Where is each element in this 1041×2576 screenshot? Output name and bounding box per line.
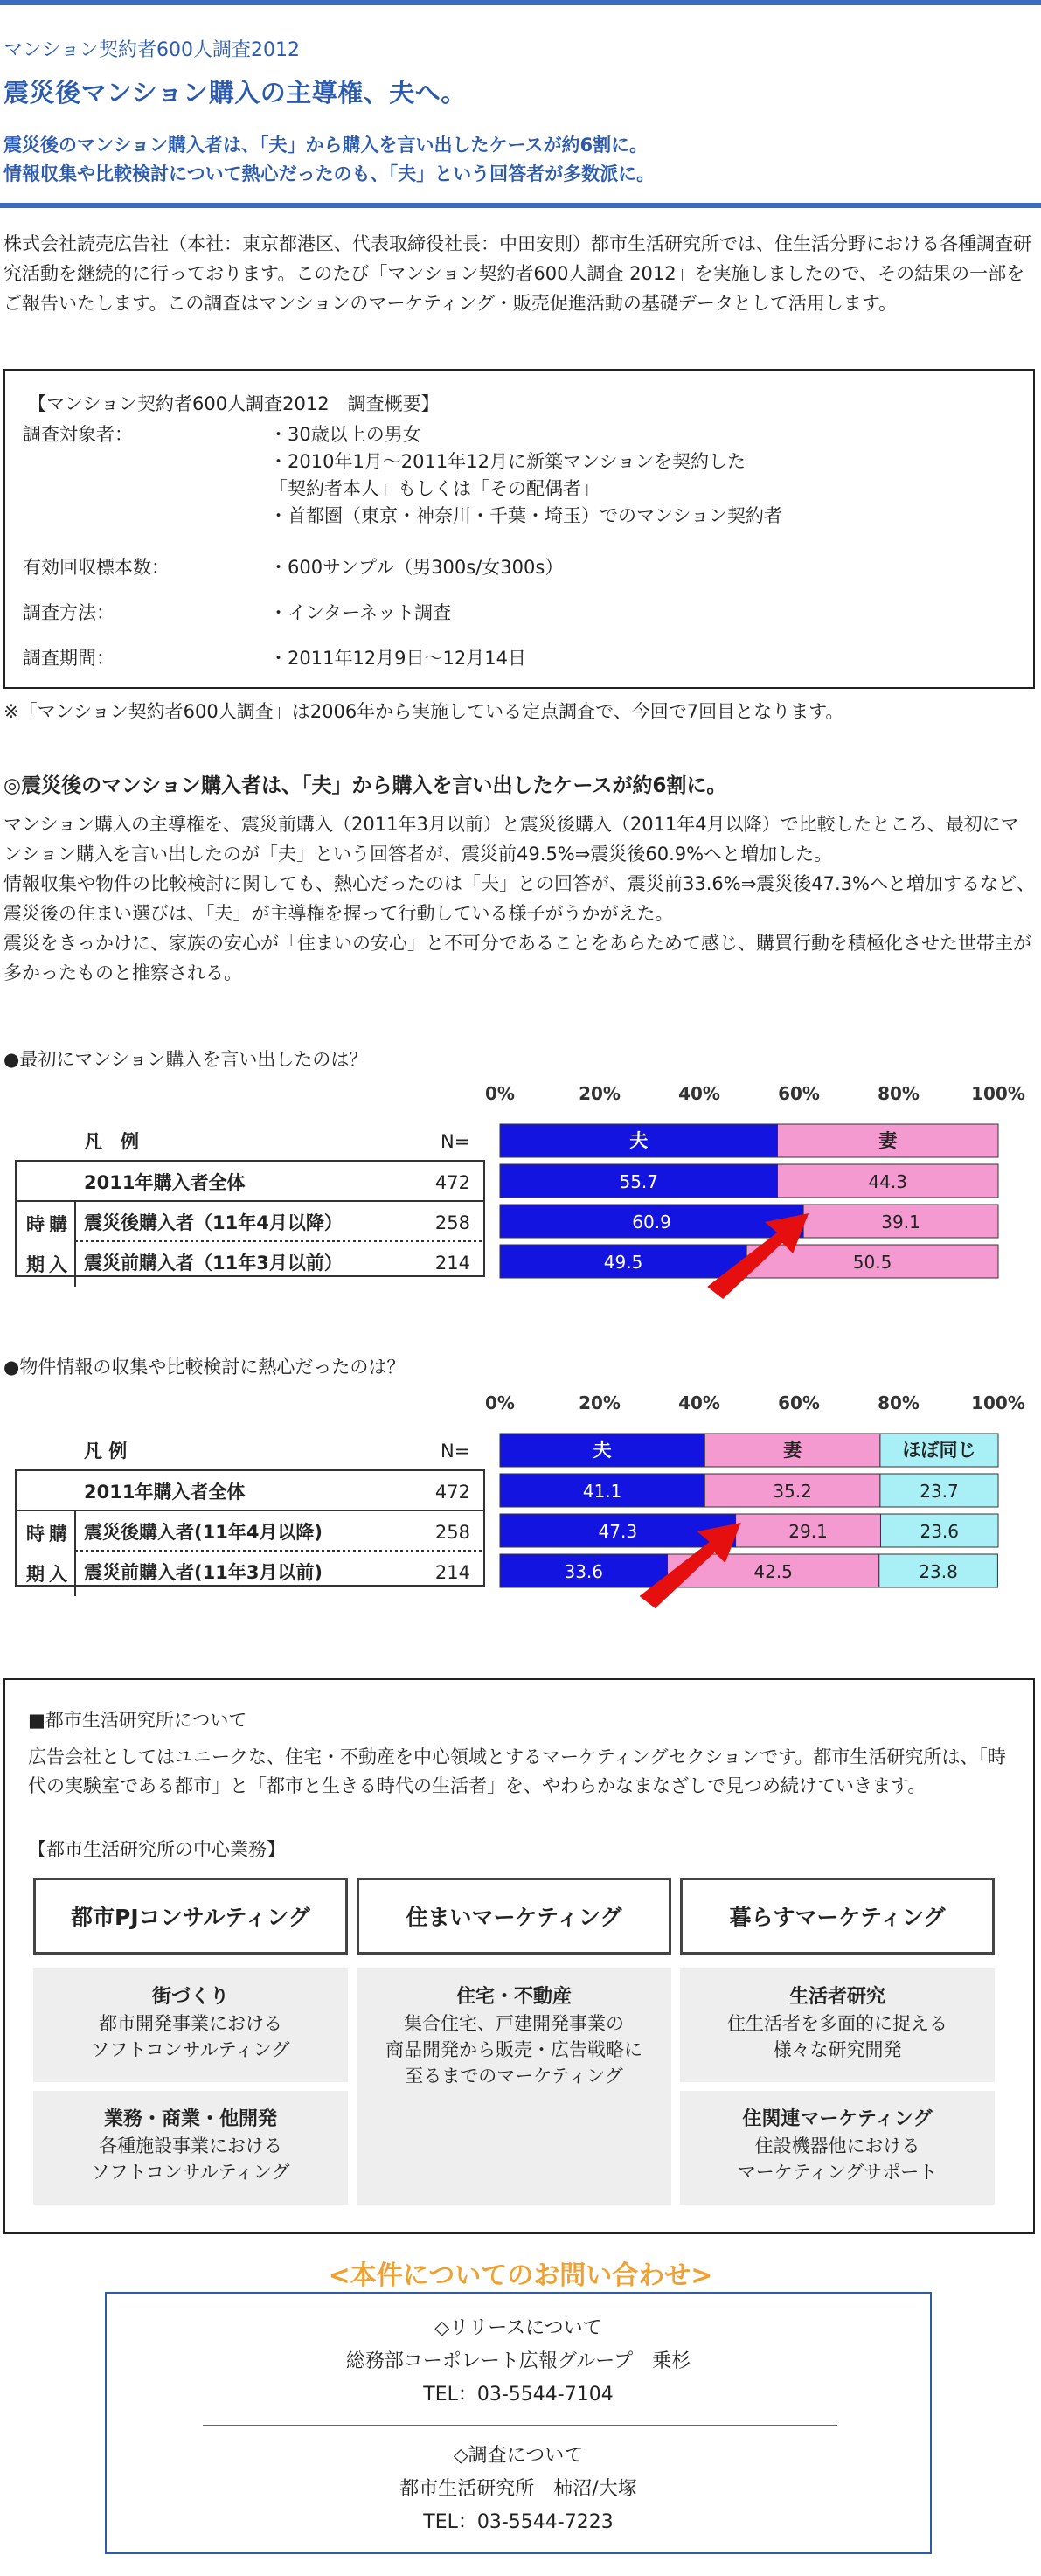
data-label: 29.1 bbox=[788, 1521, 828, 1542]
contact-survey-title: ◇調査について bbox=[453, 2445, 584, 2467]
data-label: 44.3 bbox=[868, 1171, 908, 1192]
axis-tick-label: 80% bbox=[878, 1392, 920, 1413]
service-cell-line: 商品開発から販売・広告戦略に bbox=[385, 2039, 642, 2060]
overview-value: ・30歳以上の男女 bbox=[269, 424, 421, 445]
lead-line: 情報収集や比較検討について熱心だったのも、「夫」という回答者が多数派に。 bbox=[3, 163, 656, 184]
data-label: 60.9 bbox=[632, 1212, 671, 1232]
about-institute-box bbox=[3, 1678, 1035, 2234]
about-heading: ■都市生活研究所について bbox=[28, 1710, 247, 1731]
axis-tick-label: 40% bbox=[678, 1083, 720, 1104]
overview-value: ・600サンプル（男300s/女300s） bbox=[269, 557, 564, 578]
axis-tick-label: 0% bbox=[485, 1392, 515, 1413]
data-label: 50.5 bbox=[852, 1252, 892, 1273]
category-label: 2011年購入者全体 bbox=[84, 1172, 246, 1193]
service-cell bbox=[357, 1968, 671, 2205]
legend-entry: 妻 bbox=[783, 1440, 802, 1461]
contact-survey-dept: 都市生活研究所 柿沼/大塚 bbox=[399, 2478, 637, 2500]
data-label: 47.3 bbox=[598, 1521, 638, 1542]
data-label: 41.1 bbox=[582, 1481, 622, 1502]
data-label: 23.8 bbox=[919, 1561, 958, 1582]
top-rule bbox=[0, 0, 1041, 5]
data-label: 55.7 bbox=[619, 1171, 659, 1192]
service-cell bbox=[680, 2091, 995, 2205]
category-label: 震災後購入者（11年4月以降） bbox=[84, 1212, 343, 1233]
service-cell-line: ソフトコンサルティング bbox=[91, 2162, 290, 2183]
survey-kicker: マンション契約者600人調査2012 bbox=[3, 39, 300, 61]
service-cell-title: 住関連マーケティング bbox=[742, 2108, 933, 2130]
category-label: 震災前購入者（11年3月以前） bbox=[84, 1253, 343, 1274]
legend-label: 凡 例 bbox=[84, 1441, 128, 1462]
survey-overview-box bbox=[3, 369, 1035, 689]
service-cell-title: 業務・商業・他開発 bbox=[103, 2108, 277, 2130]
finding-paragraph: マンション購入の主導権を、震災前購入（2011年3月以前）と震災後購入（2011年4月以降）で比較したところ、最初にマンション購入を言い出したのが「夫」という回答者が、震災前49.5%⇒震災後60.9%へと増加した。 bbox=[3, 814, 1019, 864]
overview-label: 調査期間： bbox=[23, 648, 115, 669]
category-label: 震災前購入者(11年3月以前) bbox=[84, 1562, 323, 1583]
contact-heading: <本件についてのお問い合わせ> bbox=[328, 2260, 713, 2291]
group-label-char: 期 bbox=[26, 1254, 45, 1275]
column-header-housing-marketing: 住まいマーケティング bbox=[357, 1878, 671, 1955]
service-cell-line: ソフトコンサルティング bbox=[91, 2039, 290, 2060]
contact-box bbox=[105, 2292, 932, 2554]
n-label: N= bbox=[441, 1441, 470, 1462]
legend-entry: 夫 bbox=[629, 1130, 649, 1151]
about-subheading: 【都市生活研究所の中心業務】 bbox=[28, 1839, 285, 1860]
axis-tick-label: 80% bbox=[878, 1083, 920, 1104]
service-cell-title: 街づくり bbox=[151, 1986, 229, 2008]
overview-value: ・2011年12月9日〜12月14日 bbox=[269, 648, 526, 669]
header-bottom-rule bbox=[0, 203, 1041, 208]
data-label: 33.6 bbox=[564, 1561, 604, 1582]
contact-survey-tel[interactable]: TEL：03-5544-7223 bbox=[423, 2511, 614, 2533]
service-cell-line: 都市開発事業における bbox=[99, 2013, 282, 2034]
axis-tick-label: 100% bbox=[971, 1083, 1025, 1104]
n-value: 472 bbox=[434, 1172, 470, 1193]
data-label: 23.6 bbox=[920, 1521, 960, 1542]
category-label: 2011年購入者全体 bbox=[84, 1482, 246, 1503]
group-label-char: 期 bbox=[26, 1564, 45, 1585]
service-cell-line: 集合住宅、戸建開発事業の bbox=[404, 2013, 624, 2034]
legend-entry: 妻 bbox=[878, 1130, 898, 1151]
n-value: 472 bbox=[434, 1482, 470, 1503]
survey-note: ※「マンション契約者600人調査」は2006年から実施している定点調査で、今回で7回目となります。 bbox=[3, 701, 844, 722]
n-value: 258 bbox=[434, 1522, 470, 1543]
overview-label: 調査対象者： bbox=[23, 424, 133, 445]
lead-text bbox=[3, 131, 655, 189]
overview-value: 「契約者本人」もしくは「その配偶者」 bbox=[269, 478, 600, 499]
chart1-question: ●最初にマンション購入を言い出したのは？ bbox=[3, 1049, 368, 1070]
data-label: 39.1 bbox=[881, 1212, 920, 1232]
data-label: 23.7 bbox=[920, 1481, 959, 1502]
data-label: 42.5 bbox=[753, 1561, 793, 1582]
service-cell bbox=[680, 1968, 995, 2082]
group-label-char: 入 bbox=[49, 1564, 67, 1585]
n-value: 214 bbox=[434, 1562, 470, 1583]
finding-body bbox=[3, 809, 1035, 988]
axis-tick-label: 20% bbox=[579, 1083, 621, 1104]
group-label-char: 時 bbox=[26, 1214, 45, 1235]
service-cell bbox=[33, 2091, 348, 2205]
finding-heading: ◎震災後のマンション購入者は、「夫」から購入を言い出したケースが約6割に。 bbox=[3, 774, 727, 797]
axis-tick-label: 60% bbox=[778, 1083, 820, 1104]
axis-tick-label: 20% bbox=[579, 1392, 621, 1413]
finding-paragraph: 情報収集や物件の比較検討に関しても、熱心だったのは「夫」との回答が、震災前33.6%⇒震災後47.3%へと増加するなど、震災後の住まい選びは、「夫」が主導権を握って行動している様子がうかがえた。 bbox=[3, 873, 1036, 924]
service-cell-line: マーケティングサポート bbox=[737, 2162, 938, 2183]
overview-value: ・2010年1月〜2011年12月に新築マンションを契約した bbox=[269, 451, 746, 472]
service-cell-title: 住宅・不動産 bbox=[455, 1986, 572, 2008]
category-label: 震災後購入者(11年4月以降) bbox=[84, 1522, 323, 1543]
legend-entry: 夫 bbox=[593, 1440, 612, 1461]
axis-tick-label: 40% bbox=[678, 1392, 720, 1413]
overview-heading: 【マンション契約者600人調査2012 調査概要】 bbox=[28, 393, 440, 414]
legend-entry: ほぼ同じ bbox=[902, 1440, 976, 1461]
contact-release-dept: 総務部コーポレート広報グループ 乗杉 bbox=[345, 2350, 691, 2372]
axis-tick-label: 0% bbox=[485, 1083, 515, 1104]
group-label-char: 時 bbox=[26, 1524, 45, 1545]
n-value: 214 bbox=[434, 1253, 470, 1274]
service-cell bbox=[33, 1968, 348, 2082]
overview-value: ・インターネット調査 bbox=[269, 602, 452, 623]
column-header-living-marketing: 暮らすマーケティング bbox=[680, 1878, 995, 1955]
page-title: 震災後マンション購入の主導権、夫へ。 bbox=[3, 78, 467, 108]
contact-release-title: ◇リリースについて bbox=[434, 2317, 602, 2339]
legend-label: 凡 例 bbox=[84, 1131, 139, 1152]
service-cell-line: 住設機器他における bbox=[754, 2135, 920, 2156]
column-header-urban-pj: 都市PJコンサルティング bbox=[33, 1878, 348, 1955]
axis-tick-label: 60% bbox=[778, 1392, 820, 1413]
n-label: N= bbox=[441, 1131, 470, 1152]
chart-info-gathering bbox=[0, 1390, 1041, 1617]
overview-label: 調査方法： bbox=[23, 602, 115, 623]
group-label-char: 購 bbox=[49, 1214, 67, 1235]
service-cell-line: 各種施設事業における bbox=[99, 2135, 282, 2156]
service-cell-line: 至るまでのマーケティング bbox=[405, 2066, 623, 2086]
overview-values bbox=[269, 421, 1021, 530]
service-cell-line: 住生活者を多面的に捉える bbox=[727, 2013, 947, 2034]
about-body: 広告会社としてはユニークな、住宅・不動産を中心領域とするマーケティングセクションです。都市生活研究所は、「時代の実験室である都市」と「都市と生きる時代の生活者」を、やわらかなまなざしで見つめ続けていきます。 bbox=[28, 1746, 1006, 1796]
contact-divider bbox=[203, 2425, 837, 2426]
axis-tick-label: 100% bbox=[971, 1392, 1025, 1413]
n-value: 258 bbox=[434, 1212, 470, 1233]
chart-first-proposer bbox=[0, 1080, 1041, 1299]
data-label: 49.5 bbox=[603, 1252, 643, 1273]
service-cell-line: 様々な研究開発 bbox=[773, 2039, 902, 2060]
chart2-question: ●物件情報の収集や比較検討に熱心だったのは？ bbox=[3, 1357, 406, 1378]
group-label-char: 購 bbox=[49, 1524, 67, 1545]
overview-value: ・首都圏（東京・神奈川・千葉・埼玉）でのマンション契約者 bbox=[269, 505, 783, 526]
finding-paragraph: 震災をきっかけに、家族の安心が「住まいの安心」と不可分であることをあらためて感じ、購買行動を積極化させた世帯主が多かったものと推察される。 bbox=[3, 933, 1031, 983]
intro-paragraph: 株式会社読売広告社（本社：東京都港区、代表取締役社長：中田安則）都市生活研究所では、住生活分野における各種調査研究活動を継続的に行っております。このたび「マンション契約者600人調査 2012」を実施しましたので、その結果の一部をご報告いたします。この調査はマンションのマーケティング・販売促進活動の基礎データとして活用します。 bbox=[3, 233, 1031, 314]
contact-release-tel[interactable]: TEL：03-5544-7104 bbox=[423, 2384, 614, 2406]
group-label-char: 入 bbox=[49, 1254, 67, 1275]
lead-line: 震災後のマンション購入者は、「夫」から購入を言い出したケースが約6割に。 bbox=[3, 135, 649, 156]
data-label: 35.2 bbox=[773, 1481, 812, 1502]
overview-label: 有効回収標本数： bbox=[23, 557, 170, 578]
service-cell-title: 生活者研究 bbox=[788, 1986, 885, 2008]
